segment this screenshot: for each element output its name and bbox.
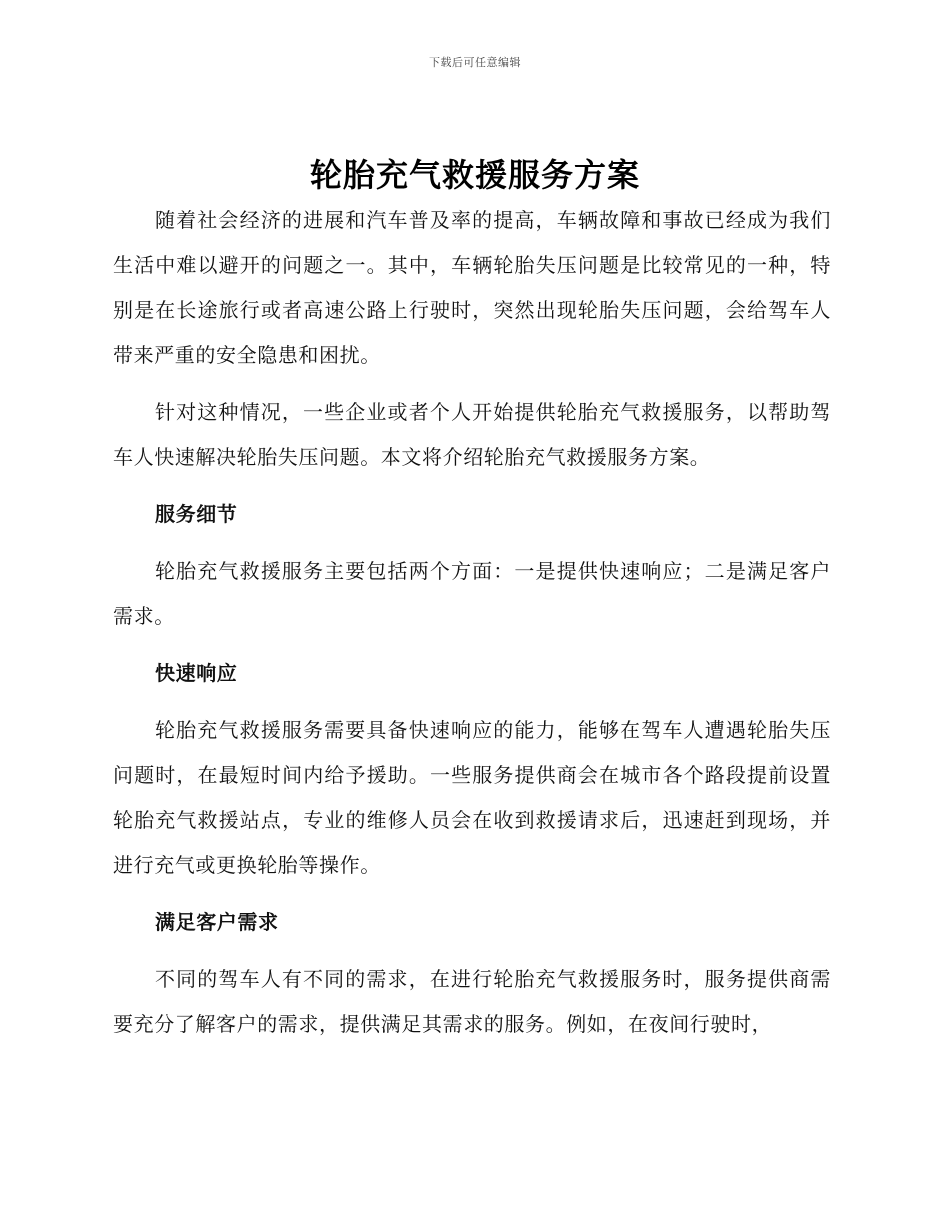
document-body bbox=[113, 198, 831, 1059]
paragraph-purpose: 针对这种情况，一些企业或者个人开始提供轮胎充气救援服务，以帮助驾车人快速解决轮胎失压问题。本文将介绍轮胎充气救援服务方案。 bbox=[113, 400, 831, 469]
section-heading-customer-needs: 满足客户需求 bbox=[155, 910, 279, 934]
paragraph-fast-response: 轮胎充气救援服务需要具备快速响应的能力，能够在驾车人遭遇轮胎失压问题时，在最短时间内给予援助。一些服务提供商会在城市各个路段提前设置轮胎充气救援站点，专业的维修人员会在收到救援请求后，迅速赶到现场，并进行充气或更换轮胎等操作。 bbox=[113, 718, 831, 877]
section-heading-fast-response: 快速响应 bbox=[155, 661, 238, 685]
header-note: 下载后可任意编辑 bbox=[429, 56, 521, 69]
paragraph-service-details: 轮胎充气救援服务主要包括两个方面：一是提供快速响应；二是满足客户需求。 bbox=[113, 559, 831, 628]
paragraph-intro: 随着社会经济的进展和汽车普及率的提高，车辆故障和事故已经成为我们生活中难以避开的问题之一。其中，车辆轮胎失压问题是比较常见的一种，特别是在长途旅行或者高速公路上行驶时，突然出现轮胎失压问题，会给驾车人带来严重的安全隐患和困扰。 bbox=[113, 208, 831, 367]
paragraph-customer-needs: 不同的驾车人有不同的需求，在进行轮胎充气救援服务时，服务提供商需要充分了解客户的需求，提供满足其需求的服务。例如，在夜间行驶时， bbox=[113, 967, 831, 1036]
section-heading-service-details: 服务细节 bbox=[155, 502, 238, 526]
document-title: 轮胎充气救援服务方案 bbox=[309, 156, 640, 194]
